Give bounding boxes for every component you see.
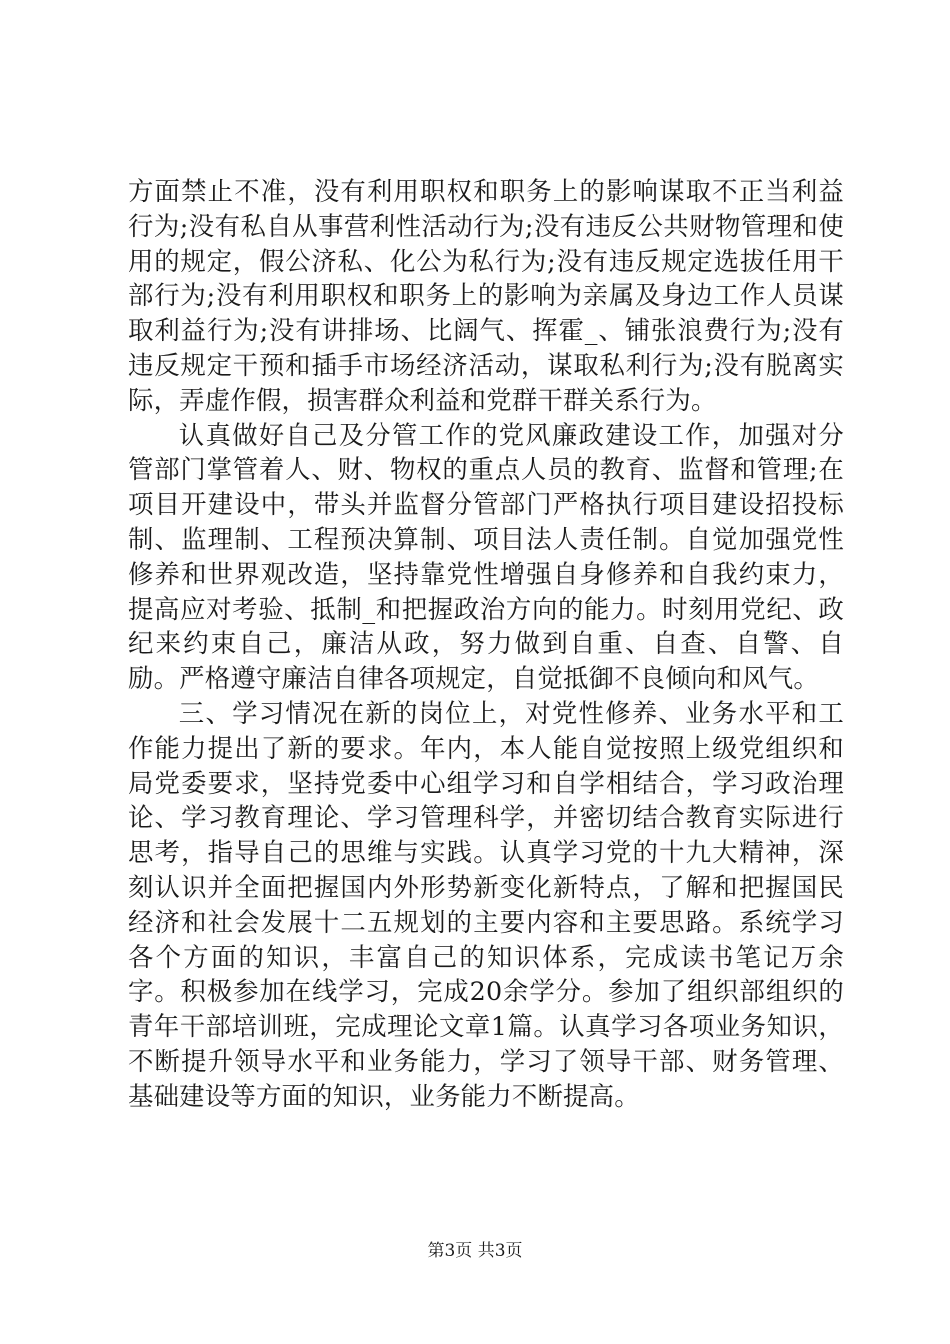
paragraph-study-situation: 三、学习情况在新的岗位上，对党性修养、业务水平和工作能力提出了新的要求。年内，本人能自觉按照上级党组织和局党委要求，坚持党委中心组学习和自学相结合，学习政治理论、学习教育理论、学习管理科学，并密切结合教育实际进行思考，指导自己的思维与实践。认真学习党的十九大精神，深刻认识并全面把握国内外形势新变化新特点，了解和把握国民经济和社会发展十二五规划的主要内容和主要思路。系统学习各个方面的知识，丰富自己的知识体系，完成读书笔记万余字。积极参加在线学习，完成20余学分。参加了组织部组织的青年干部培训班，完成理论文章1篇。认真学习各项业务知识，不断提升领导水平和业务能力，学习了领导干部、财务管理、基础建设等方面的知识，业务能力不断提高。 — [128, 697, 844, 1111]
paragraph-integrity-conduct: 方面禁止不准，没有利用职权和职务上的影响谋取不正当利益行为;没有私自从事营利性活动行为;没有违反公共财物管理和使用的规定，假公济私、化公为私行为;没有违反规定选拔任用干部行为;没有利用职权和职务上的影响为亲属及身边工作人员谋取利益行为;没有讲排场、比阔气、挥霍_、铺张浪费行为;没有违反规定干预和插手市场经济活动，谋取私利行为;没有脱离实际，弄虚作假，损害群众利益和党群干群关系行为。 — [128, 176, 844, 415]
page-number-footer: 第3页 共3页 — [427, 1241, 523, 1261]
paragraph-party-conduct-work: 认真做好自己及分管工作的党风廉政建设工作，加强对分管部门掌管着人、财、物权的重点人员的教育、监督和管理;在项目开建设中，带头并监督分管部门严格执行项目建设招投标制、监理制、工程预决算制、项目法人责任制。自觉加强党性修养和世界观改造，坚持靠党性增强自身修养和自我约束力，提高应对考验、抵制_和把握政治方向的能力。时刻用党纪、政纪来约束自己，廉洁从政，努力做到自重、自查、自警、自励。严格遵守廉洁自律各项规定，自觉抵御不良倾向和风气。 — [128, 419, 844, 694]
document-body — [128, 174, 844, 1114]
